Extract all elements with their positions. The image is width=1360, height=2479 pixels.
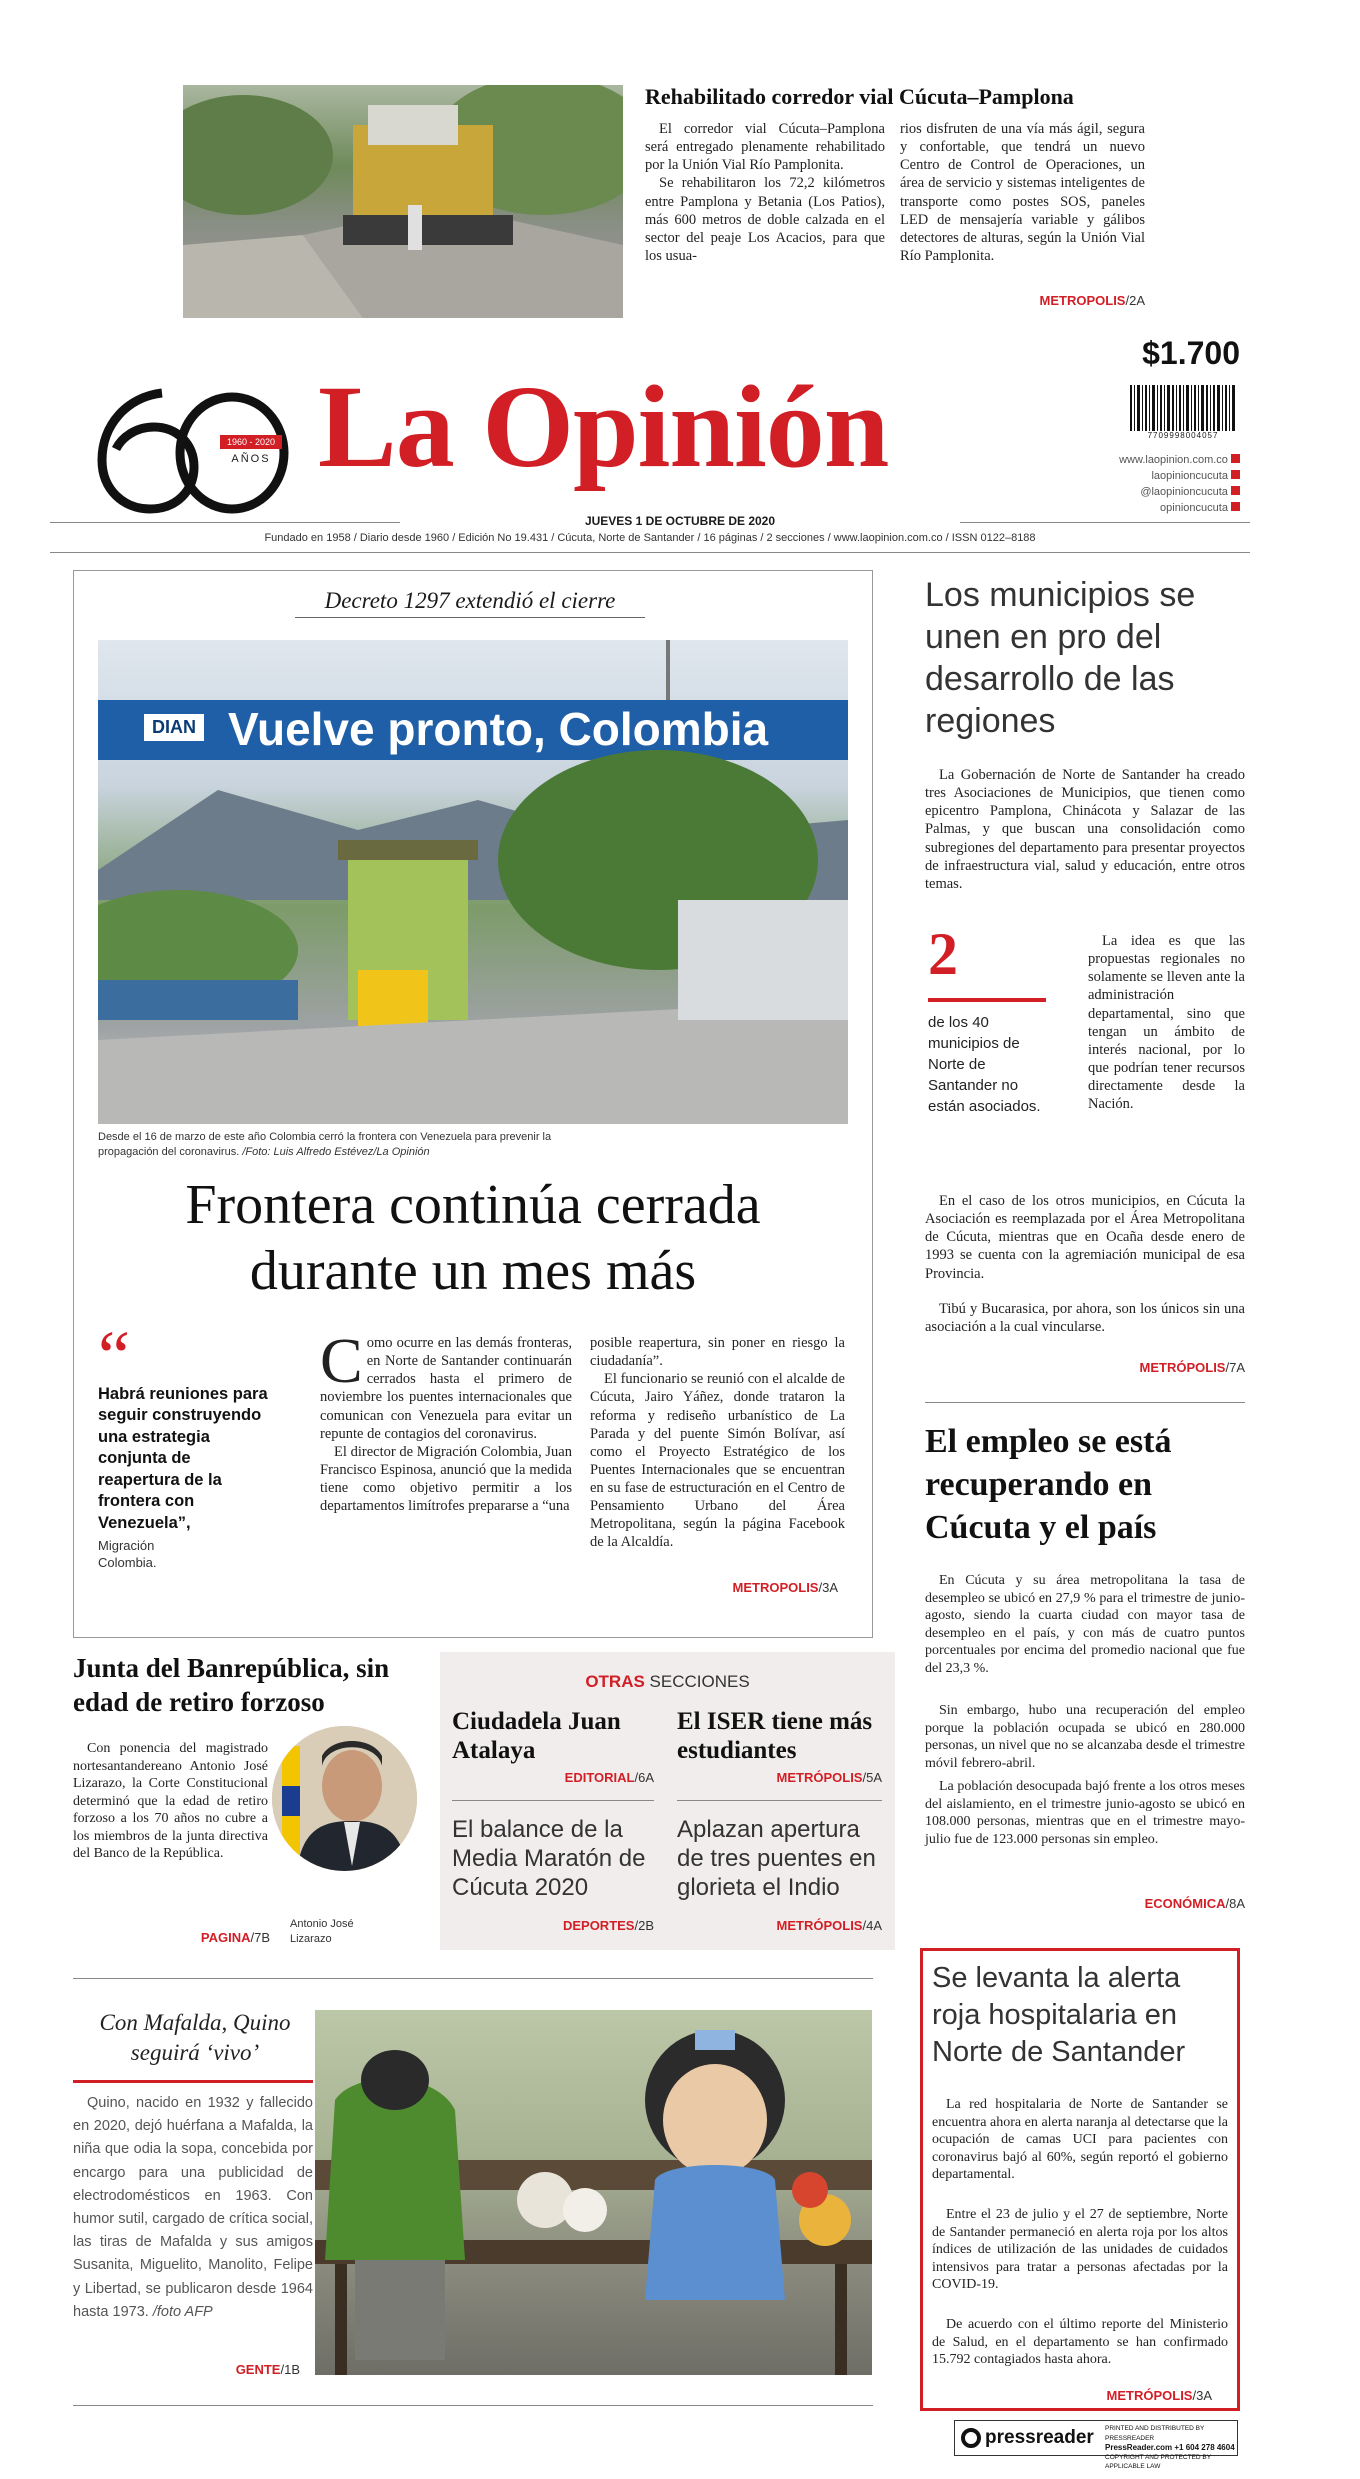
sign-brand: DIAN [144,714,204,741]
junta-section: PAGINA [200,1930,251,1945]
main-story-col1 [320,1325,572,1515]
social-twitter[interactable] [1040,484,1240,500]
alerta-p3: De acuerdo con el último reporte del Ministerio de Salud, en el departamento se han confirmado 15.792 contagiados hasta ahora. [932,2317,1228,2367]
otras-title-red: OTRAS [585,1672,645,1691]
twitter-icon [1231,486,1240,495]
otras-item-4-page: /4A [862,1918,882,1933]
road-works-photo [183,85,623,318]
junta-section-link[interactable] [120,1930,270,1945]
main-col2-p2: El funcionario se reunió con el alcalde de Cúcuta, Jairo Yáñez, donde trataron la reforma y rediseño urbanístico de La Parada y del puente Simón Bolívar, así como el Proyecto Estratégico de los Puentes Internacionales que se encuentran en su fase de estructuración en el Centro de Pensamiento Urbano del Área Metropolitana, según la página Facebook de la Alcaldía. [590,1371,845,1551]
main-headline-line1: Frontera continúa cerrada [185,1174,761,1236]
mafalda-headline[interactable]: Con Mafalda, Quino seguirá ‘vivo’ [99,2010,291,2065]
main-caption-text: Desde el 16 de marzo de este año Colombia cerró la frontera con Venezuela para prevenir la propagación del coronavirus. [98,1131,552,1158]
main-col2-p1: posible reapertura, sin poner en riesgo la ciudadanía”. [590,1335,845,1370]
otras-item-3-section: DEPORTES [562,1918,635,1933]
border-photo [98,640,848,1124]
main-col1-p1 [320,1325,572,1443]
main-col1-p1-text: omo ocurre en las demás fronteras, en Norte de Santander continuarán cerrados hasta el primero de noviembre los puentes internacionales que comunican con Venezuela para evitar un repunte de contagios del coronavirus. [320,1335,572,1442]
facebook-icon [1231,470,1240,479]
sign-text: Vuelve pronto, Colombia [228,703,769,755]
otras-item-2-rule [677,1800,882,1801]
otras-item-1-section: EDITORIAL [564,1770,635,1785]
municipios-rule [925,1402,1245,1403]
social-instagram[interactable] [1040,500,1240,516]
top-story-col1-p1: El corredor vial Cúcuta–Pamplona será entregado plenamente rehabilitado por la Unión Vial Río Pamplonita. [645,121,885,174]
pressreader-line3: COPYRIGHT AND PROTECTED BY APPLICABLE LAW [1105,2453,1211,2470]
main-story-page: /3A [818,1580,838,1595]
pressreader-legal [1105,2424,1235,2472]
main-col1-p2: El director de Migración Colombia, Juan Francisco Espinosa, anunció que la medida tiene como objetivo permitir a los departamentos limítrofes prepararse a “una [320,1443,572,1515]
stat-rule [928,998,1046,1002]
junta-portrait [272,1726,417,1871]
otras-item-3-page: /2B [634,1918,654,1933]
municipios-p1: La Gobernación de Norte de Santander ha creado tres Asociaciones de Municipios, que tienen como epicentro Pamplona, Chinácota y Salazar de las Palmas, y que buscan una consolidación como subregiones del departamento para presentar proyectos de infraestructura vial, salud y educación, entre otros temas. [925,767,1245,892]
main-story-col2 [590,1334,845,1552]
municipios-p3: En el caso de los otros municipios, en Cúcuta la Asociación es reemplazada por el Área Metropolitana de Cúcuta, mientras que en Ocaña desde enero de 1993 se cuenta con la agremiación municipal de esa Provincia. [925,1193,1245,1282]
municipios-stat-text: de los 40 municipios de Norte de Santander no están asociados. [928,1014,1041,1115]
mafalda-photo [315,2010,872,2375]
junta-page: /7B [250,1930,270,1945]
pull-quote: Habrá reuniones para seguir construyendo una estrategia conjunta de reapertura de la frontera con Venezuela”, [98,1385,268,1532]
pressreader-icon [961,2428,981,2448]
social-facebook-text: laopinioncucuta [1151,470,1228,482]
top-story-page: /2A [1125,293,1145,308]
municipios-section: METRÓPOLIS [1139,1360,1226,1375]
sixty-logo-icon [92,385,292,515]
otras-item-2[interactable] [677,1708,882,1804]
pull-quote-source: Migración Colombia. [98,1538,157,1570]
mafalda-credit: /foto AFP [152,2303,213,2320]
municipios-headline[interactable]: Los municipios se unen en pro del desarrollo de las regiones [925,576,1196,741]
social-web[interactable] [1040,452,1240,468]
anniversary-label: AÑOS [231,453,271,465]
otras-item-1-page: /6A [634,1770,654,1785]
otras-item-4-title: Aplazan apertura de tres puentes en glorieta el Indio [677,1816,876,1901]
anniversary-logo [92,385,292,515]
social-web-text: www.laopinion.com.co [1119,454,1228,466]
otras-item-2-title: El ISER tiene más estudiantes [677,1708,873,1764]
edition-date: JUEVES 1 DE OCTUBRE DE 2020 [400,514,960,528]
top-story-section: METROPOLIS [1039,293,1126,308]
otras-item-2-section-link [777,1770,882,1785]
pressreader-badge[interactable] [954,2420,1238,2470]
mafalda-page: /1B [280,2362,300,2377]
main-headline[interactable] [98,1172,848,1304]
pressreader-line2: PressReader.com +1 604 278 4604 [1105,2443,1235,2452]
empleo-section-link[interactable] [925,1896,1245,1911]
top-story-col2-p1: rios disfruten de una vía más ágil, segura y confortable, que tendrá un nuevo Centro de Control de Operaciones, un área de servicio y sistemas inteligentes de transporte como postes SOS, paneles LED de mensajería variable y gálibos detectores de alturas, según la Unión Vial Río Pamplonita. [900,121,1145,264]
otras-title-rest: SECCIONES [644,1672,750,1691]
top-story-col2 [900,120,1145,265]
mafalda-section: GENTE [235,2362,281,2377]
newspaper-logo[interactable]: La Opinión [318,361,889,492]
instagram-icon [1231,502,1240,511]
junta-caption: Antonio José Lizarazo [290,1918,354,1945]
alerta-p2: Entre el 23 de julio y el 27 de septiembre, Norte de Santander permaneció en alerta roja por los altos índices de utilización de las unidades de cuidados intensivos para tratar a personas afectadas por la COVID-19. [932,2207,1228,2292]
barcode [1128,385,1238,441]
otras-item-1-title: Ciudadela Juan Atalaya [452,1708,621,1764]
municipios-p4: Tibú y Bucarasica, por ahora, son los únicos sin una asociación a la cual vincularse. [925,1301,1245,1336]
top-story-headline[interactable]: Rehabilitado corredor vial Cúcuta–Pamplona [645,84,1074,109]
empleo-p2: Sin embargo, hubo una recuperación del empleo porque la población ocupada se ubicó en 280.000 personas, un nivel que no se alcanzaba desde el trimestre móvil febrero-abril. [925,1703,1245,1771]
pressreader-brand: pressreader [985,2427,1094,2448]
otras-item-3-section-link [563,1918,654,1933]
main-story-section-link[interactable] [590,1580,838,1595]
alerta-section-link[interactable] [932,2388,1212,2403]
alerta-p1: La red hospitalaria de Norte de Santander se encuentra ahora en alerta naranja al detectarse que la ocupación de camas UCI para pacientes con coronavirus bajó al 60%, según reportó el gobierno departamental. [932,2097,1228,2182]
alerta-section: METRÓPOLIS [1106,2388,1193,2403]
top-story-col1-p2: Se rehabilitaron los 72,2 kilómetros entre Pamplona y Betania (Los Patios), más 600 metros de doble calzada en el sector del peaje Los Acacios, para que los usua- [645,175,885,264]
municipios-page: /7A [1225,1360,1245,1375]
empleo-headline[interactable]: El empleo se está recuperando en Cúcuta y el país [925,1423,1172,1547]
social-twitter-text: @laopinioncucuta [1140,486,1228,498]
otras-item-3-title: El balance de la Media Maratón de Cúcuta 2020 [452,1816,646,1901]
otras-item-2-page: /5A [862,1770,882,1785]
top-story-col1 [645,120,885,265]
main-story-kicker: Decreto 1297 extendió el cierre [295,588,645,618]
otras-secciones-title [440,1672,895,1692]
top-story-section-link[interactable] [900,293,1145,308]
mafalda-section-link[interactable] [150,2362,300,2377]
junta-body: Con ponencia del magistrado nortesantandereano Antonio José Lizarazo, la Corte Constitucional determinó que la edad de retiro forzoso a los 70 años no cubre a los miembros de la junta directiva del Banco de la República. [73,1741,268,1861]
barcode-number: 7709998004057 [1147,431,1219,440]
junta-headline[interactable]: Junta del Banrepública, sin edad de retiro forzoso [73,1653,390,1717]
municipios-big-number: 2 [928,921,958,987]
mafalda-body: Quino, nacido en 1932 y fallecido en 2020, dejó huérfana a Mafalda, la niña que odia la sopa, concebida por encargo para una publicidad de electrodomésticos en 1963. Con humor sutil, cargado de crítica social, las tiras de Mafalda y sus amigos Susanita, Miguelito, Manolito, Felipe y Libertad, se publicaron desde 1964 hasta 1973. [73,2095,313,2320]
alerta-headline[interactable]: Se levanta la alerta roja hospitalaria en Norte de Santander [932,1962,1186,2069]
municipios-section-link[interactable] [925,1360,1245,1375]
empleo-p1: En Cúcuta y su área metropolitana la tasa de desempleo se ubicó en 27,9 % para el trimestre de junio-agosto, siendo la cuarta ciudad con mayor tasa de desempleo en el país, y con más de cuatro puntos porcentuales por encima del promedio nacional que fue del 23,3 %. [925,1573,1245,1676]
middle-rule [73,1978,873,1979]
otras-item-2-section: METRÓPOLIS [776,1770,863,1785]
otras-item-4-section-link [777,1918,882,1933]
otras-item-3[interactable] [452,1816,654,1940]
main-story-section: METROPOLIS [732,1580,819,1595]
masthead-rule-bottom [50,552,1250,553]
otras-item-4-section: METRÓPOLIS [776,1918,863,1933]
main-caption-credit: /Foto: Luis Alfredo Estévez/La Opinión [242,1145,430,1158]
social-facebook[interactable] [1040,468,1240,484]
web-icon [1231,454,1240,463]
quote-mark: “ [98,1316,130,1396]
empleo-page: /8A [1225,1896,1245,1911]
social-instagram-text: opinioncucuta [1160,502,1228,514]
municipios-p2: La idea es que las propuestas regionales no solamente se lleven ante la administración departamental, sino que tengan un ámbito de interés nacional, por lo que podrían tener recursos directamente desde la Nación. [1088,933,1245,1113]
main-headline-line2: durante un mes más [249,1240,697,1303]
mafalda-red-rule [73,2080,313,2083]
price: $1.700 [1142,335,1240,371]
otras-item-1-section-link [565,1770,654,1785]
otras-item-1-rule [452,1800,654,1801]
social-links [1040,452,1240,516]
bottom-rule [73,2405,873,2406]
otras-item-4[interactable] [677,1816,882,1940]
anniversary-years: 1960 - 2020 [220,435,282,449]
drop-cap: C [320,1325,363,1396]
pressreader-line1: PRINTED AND DISTRIBUTED BY PRESSREADER [1105,2425,1205,2442]
empleo-p3: La población desocupada bajó frente a los otros meses del aislamiento, en el trimestre junio-agosto se ubicó en 108.000 personas, mientras que en el trimestre mayo-julio fue de 123.000 personas sin empleo. [925,1779,1245,1847]
empleo-section: ECONÓMICA [1144,1896,1226,1911]
edition-info: Fundado en 1958 / Diario desde 1960 / Edición No 19.431 / Cúcuta, Norte de Santander / 16 páginas / 2 secciones / www.laopinion.com.co / ISSN 0122–8188 [264,532,1036,544]
main-photo-caption [98,1130,558,1160]
alerta-page: /3A [1192,2388,1212,2403]
mafalda-body-block [73,2092,313,2324]
otras-item-1[interactable] [452,1708,654,1804]
